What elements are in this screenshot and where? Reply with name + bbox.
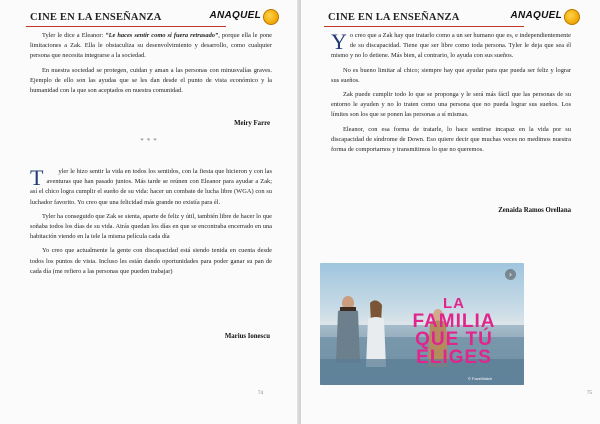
- drop-cap: Y: [331, 29, 347, 54]
- right-text-block: [331, 31, 571, 159]
- paragraph: Eleanor, con esa forma de tratarle, lo hace sentirse incapaz en la vida por su discapacidad de síndrome de Down. Eso quiere decir que muchas veces no medimos nuestra forma de comportarnos y transmitimos lo que no queremos.: [331, 125, 571, 154]
- left-text-block-2: [30, 167, 272, 281]
- drop-cap: T: [30, 165, 44, 190]
- brand-logo: ANAQUEL: [209, 10, 261, 21]
- page-number: 74: [258, 391, 263, 396]
- sun-badge-icon: [564, 9, 580, 25]
- brand-logo: ANAQUEL: [510, 10, 562, 21]
- paragraph-body: yler le hizo sentir la vida en todos los sentidos, con la fiesta que hicieron y con las aventuras que han pasado juntos. Más tarde se reúnen con Eleanor para ayudar a Zak; así el chico logra cumplir el sueño de su vida: hacer un combate de lucha libre (WGA) con su luchador favorito. Yo creo que una felicidad más grande no existía para él.: [30, 168, 272, 206]
- signature-meiry: Meiry Farre: [234, 120, 270, 127]
- right-page: [301, 0, 600, 424]
- quote-text: “Le haces sentir como si fuera retrasado”: [105, 32, 219, 39]
- header-rule: [324, 26, 524, 27]
- paragraph: Zak puede cumplir todo lo que se proponga y le será más fácil que las personas de su entorno le ayuden y no lo traten como una persona que no pueda lograr sus sueños. Los límites son los que se ponen las personas a sí mismas.: [331, 91, 571, 119]
- page-number: 75: [587, 391, 592, 396]
- paragraph: [30, 167, 272, 208]
- paragraph: En nuestra sociedad se protegen, cuidan y aman a las personas con minusvalías graves. Ejemplo de ello son las ayudas que se les dan desde el punto de vista económico y la humanidad con la que son aceptados en nuestra comunidad.: [30, 66, 272, 95]
- paragraph: No es bueno limitar al chico; siempre hay que ayudar para que pueda ser feliz y lograr sus sueños.: [331, 66, 571, 84]
- paragraph-lead: Tyler le dice a Eleanor:: [42, 32, 106, 39]
- header-rule: [26, 26, 226, 27]
- chevron-right-icon[interactable]: ›: [505, 269, 516, 280]
- section-title: CINE EN LA ENSEÑANZA: [328, 12, 460, 23]
- paragraph-rest: , porque ella le pone limitaciones a Zak. Ella le obstaculiza su desenvolvimiento y desarrollo, como cualquier persona que necesita integrarse a la sociedad.: [30, 32, 272, 60]
- movie-poster: [320, 263, 524, 385]
- poster-credit: © FaceWatch: [468, 376, 493, 381]
- paragraph: [331, 31, 571, 62]
- signature-marius: Marius Ionescu: [224, 333, 270, 340]
- signature-zenaida: Zenaida Ramos Orellana: [498, 207, 571, 214]
- left-header: [26, 9, 283, 29]
- sun-badge-icon: [263, 9, 279, 25]
- paragraph-body: o creo que a Zak hay que tratarlo como a un ser humano que es, e independientemente de su discapacidad. Tiene que ser libre como toda persona. Tyler le deja que sea él mismo y no lo detiene. Más bien, al contrario, lo ayuda con sus sueños.: [331, 32, 571, 60]
- poster-title-line: ELIGES: [416, 347, 492, 368]
- left-text-block-1: [30, 31, 272, 100]
- poster-title-line: FAMILIA: [412, 311, 496, 332]
- left-page: [0, 0, 299, 424]
- right-header: [324, 9, 584, 29]
- poster-title: [390, 295, 518, 367]
- poster-title-line: LA: [443, 295, 465, 312]
- section-title: CINE EN LA ENSEÑANZA: [30, 12, 162, 23]
- poster-title-line: QUE TÚ: [415, 329, 493, 350]
- section-separator: ***: [140, 137, 160, 145]
- paragraph: Tyler ha conseguido que Zak se sienta, aparte de feliz y útil, también libre de hacer lo que soñaba todos los días de su vida. Atrás quedan los días en que se encontraba encerrado en una habitación viendo en la tele la misma película cada día: [30, 212, 272, 241]
- paragraph: Yo creo que actualmente la gente con discapacidad está siendo tenida en cuenta desde todos los puntos de vista. Incluso les están dando oportunidades para poder ganar su pan de cada día (me refiero a las personas que pueden trabajar): [30, 247, 272, 275]
- paragraph: [30, 31, 272, 62]
